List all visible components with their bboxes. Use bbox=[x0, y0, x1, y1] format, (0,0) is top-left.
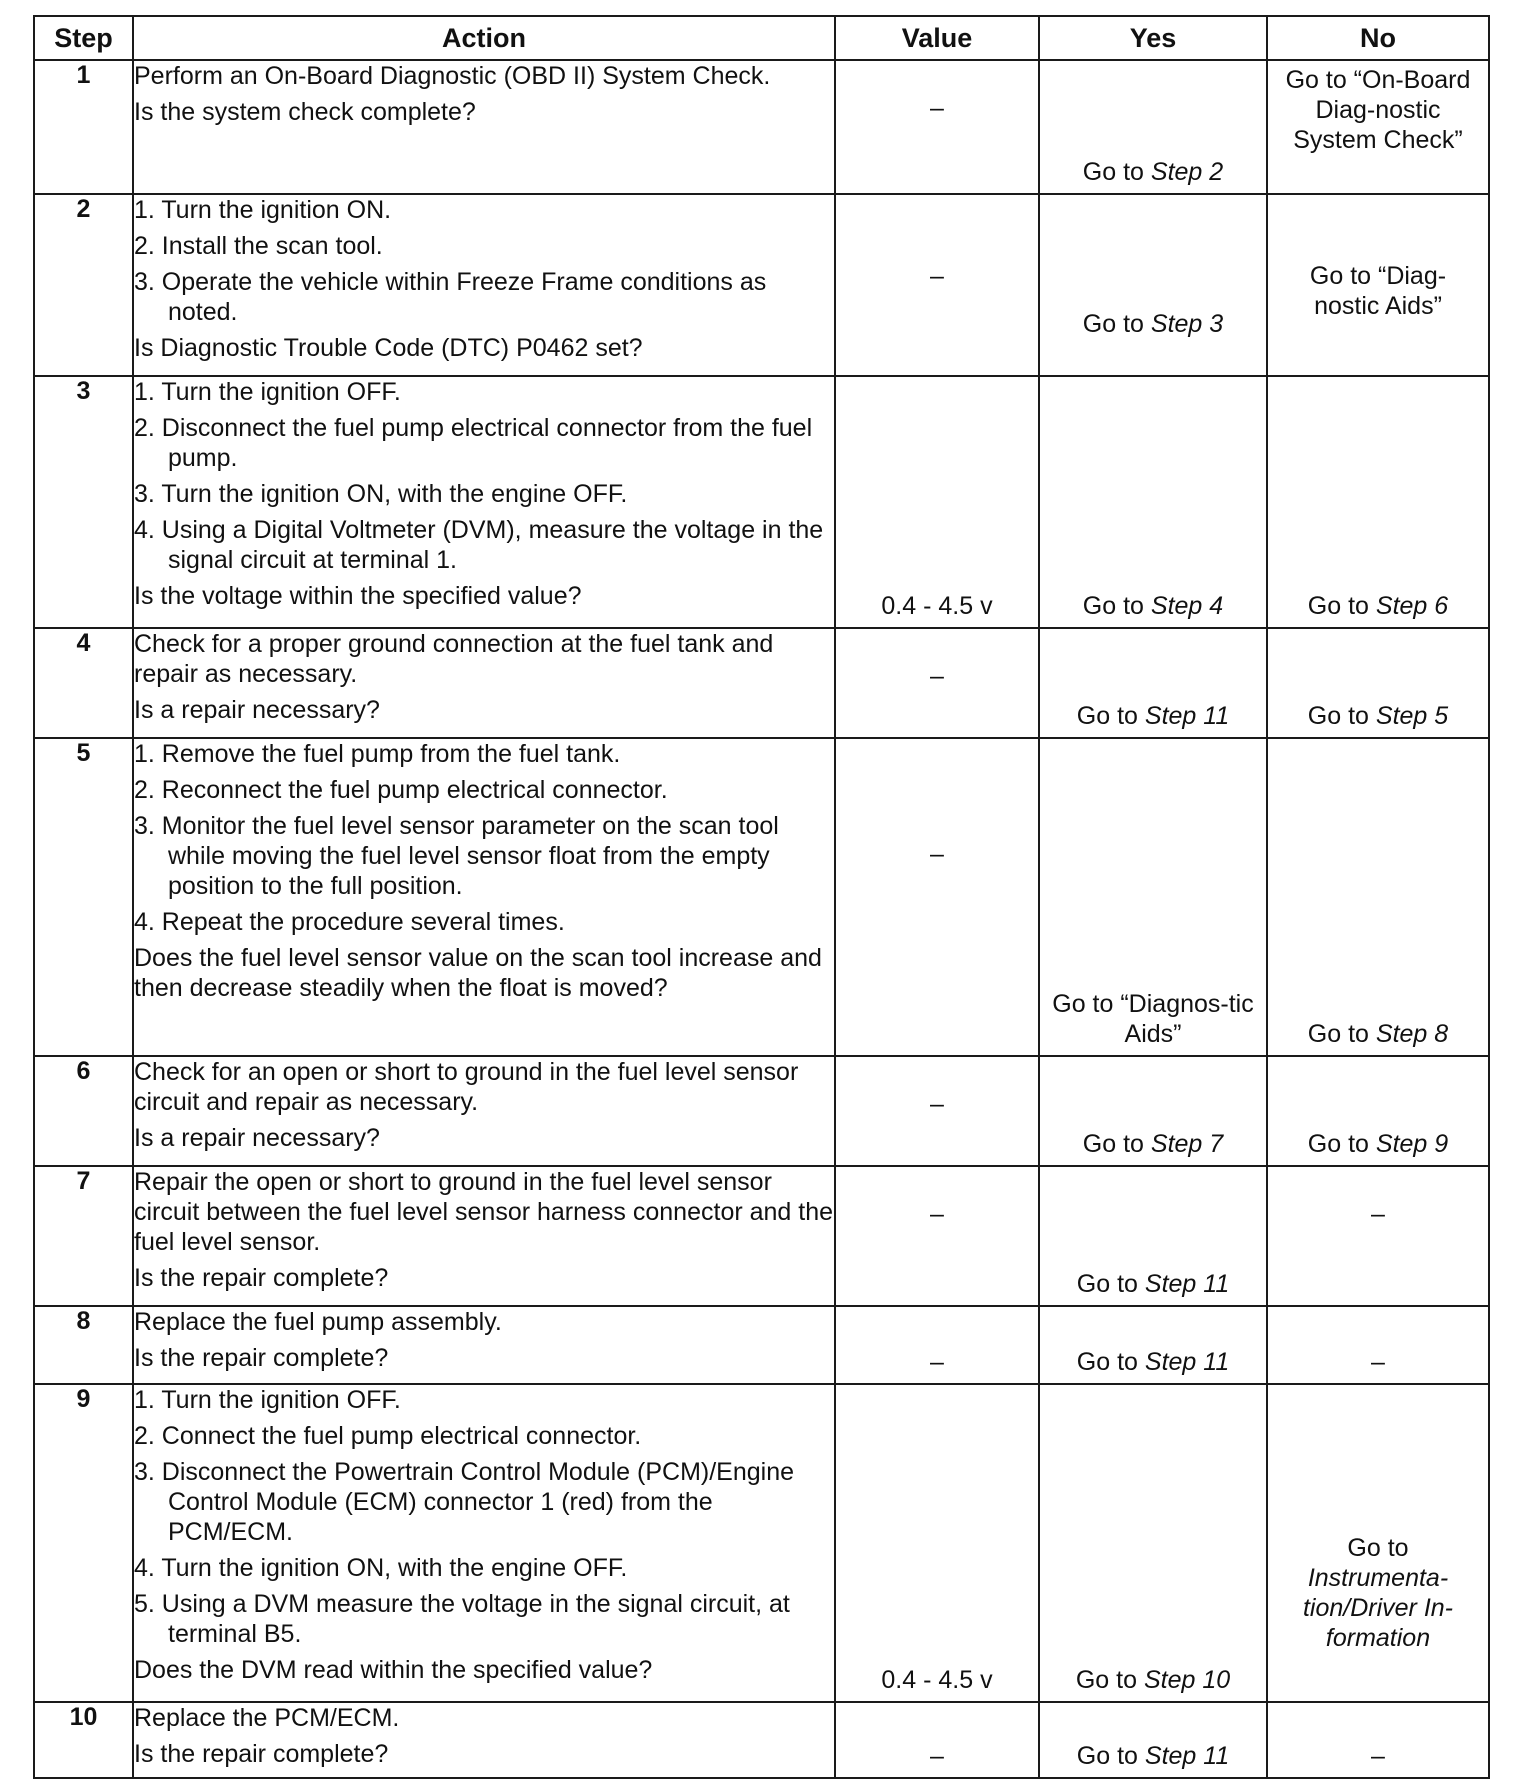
value-cell bbox=[835, 1306, 1039, 1384]
no-step-ref: Step 6 bbox=[1375, 592, 1449, 620]
action-item: 1. Turn the ignition OFF. bbox=[134, 1386, 401, 1414]
action-item: 3. Operate the vehicle within Freeze Frame conditions as noted. bbox=[134, 268, 767, 326]
goto-label: Go to bbox=[1307, 1130, 1369, 1158]
no-link[interactable] bbox=[1276, 1533, 1480, 1653]
yes-link[interactable]: Go to “Diagnos-tic Aids” bbox=[1052, 990, 1254, 1048]
action-cell bbox=[133, 1384, 835, 1702]
yes-link[interactable] bbox=[1040, 1665, 1266, 1695]
table-row bbox=[34, 738, 1489, 1056]
no-cell bbox=[1267, 738, 1489, 1056]
action-item: 3. Disconnect the Powertrain Control Module (PCM)/Engine Control Module (ECM) connector 1 (red) from the PCM/ECM. bbox=[134, 1458, 795, 1546]
table-row bbox=[34, 628, 1489, 738]
header-action: Action bbox=[133, 16, 835, 60]
action-text: Check for an open or short to ground in the fuel level sensor circuit and repair as necessary. bbox=[134, 1058, 799, 1116]
yes-link[interactable] bbox=[1040, 1129, 1266, 1159]
action-item: 1. Turn the ignition OFF. bbox=[134, 378, 401, 406]
table-row bbox=[34, 1702, 1489, 1778]
yes-cell bbox=[1039, 1702, 1267, 1778]
no-cell bbox=[1267, 1056, 1489, 1166]
no-cell bbox=[1267, 1384, 1489, 1702]
value-text: – bbox=[930, 1742, 944, 1770]
yes-cell bbox=[1039, 60, 1267, 194]
action-text: Replace the PCM/ECM. bbox=[134, 1704, 400, 1732]
step-number: 8 bbox=[34, 1306, 133, 1384]
no-section-ref: Instrumenta-tion/Driver In-formation bbox=[1302, 1564, 1454, 1652]
action-item: 2. Connect the fuel pump electrical connector. bbox=[134, 1422, 642, 1450]
header-value: Value bbox=[835, 16, 1039, 60]
value-cell bbox=[835, 1702, 1039, 1778]
goto-label: Go to bbox=[1307, 702, 1369, 730]
yes-cell bbox=[1039, 1384, 1267, 1702]
no-cell bbox=[1267, 60, 1489, 194]
value-cell bbox=[835, 194, 1039, 376]
yes-link[interactable] bbox=[1040, 701, 1266, 731]
step-number: 3 bbox=[34, 376, 133, 628]
step-number: 9 bbox=[34, 1384, 133, 1702]
no-text: – bbox=[1371, 1200, 1385, 1228]
action-question: Is the voltage within the specified value? bbox=[134, 582, 582, 610]
value-cell bbox=[835, 376, 1039, 628]
no-link[interactable] bbox=[1268, 591, 1488, 621]
action-item: 4. Using a Digital Voltmeter (DVM), measure the voltage in the signal circuit at terminal 1. bbox=[134, 516, 824, 574]
yes-step-ref: Step 11 bbox=[1144, 1270, 1230, 1298]
action-cell bbox=[133, 628, 835, 738]
goto-label: Go to bbox=[1082, 158, 1144, 186]
goto-label: Go to bbox=[1307, 1020, 1369, 1048]
table-row bbox=[34, 194, 1489, 376]
action-question: Is the repair complete? bbox=[134, 1264, 389, 1292]
action-item: 3. Monitor the fuel level sensor parameter on the scan tool while moving the fuel level sensor float from the empty position to the full position. bbox=[134, 812, 779, 900]
step-number: 10 bbox=[34, 1702, 133, 1778]
action-cell bbox=[133, 1702, 835, 1778]
yes-cell bbox=[1039, 194, 1267, 376]
action-cell bbox=[133, 738, 835, 1056]
table-row bbox=[34, 1166, 1489, 1306]
table-row bbox=[34, 1056, 1489, 1166]
goto-label: Go to bbox=[1307, 592, 1369, 620]
yes-step-ref: Step 11 bbox=[1144, 702, 1230, 730]
no-cell bbox=[1267, 628, 1489, 738]
action-question: Is a repair necessary? bbox=[134, 1124, 380, 1152]
action-item: 1. Remove the fuel pump from the fuel tank. bbox=[134, 740, 621, 768]
action-question: Is Diagnostic Trouble Code (DTC) P0462 set? bbox=[134, 334, 643, 362]
yes-cell bbox=[1039, 1306, 1267, 1384]
goto-label: Go to bbox=[1082, 1130, 1144, 1158]
yes-step-ref: Step 7 bbox=[1150, 1130, 1224, 1158]
goto-label: Go to bbox=[1076, 1742, 1138, 1770]
action-question: Is the system check complete? bbox=[134, 98, 476, 126]
goto-label: Go to bbox=[1075, 1666, 1137, 1694]
yes-step-ref: Step 4 bbox=[1150, 592, 1224, 620]
action-cell bbox=[133, 1306, 835, 1384]
yes-link[interactable] bbox=[1040, 1741, 1266, 1771]
no-link[interactable]: Go to “On-Board Diag-nostic System Check” bbox=[1285, 66, 1471, 154]
no-cell bbox=[1267, 1702, 1489, 1778]
action-text: Check for a proper ground connection at the fuel tank and repair as necessary. bbox=[134, 630, 774, 688]
value-text: – bbox=[930, 262, 944, 290]
action-item: 4. Turn the ignition ON, with the engine OFF. bbox=[134, 1554, 628, 1582]
diagnostic-table bbox=[33, 15, 1490, 1779]
action-text: Repair the open or short to ground in the fuel level sensor circuit between the fuel level sensor harness connector and the fuel level sensor. bbox=[134, 1168, 834, 1256]
value-text: – bbox=[930, 840, 944, 868]
value-cell bbox=[835, 60, 1039, 194]
goto-label: Go to bbox=[1076, 1348, 1138, 1376]
no-cell bbox=[1267, 1306, 1489, 1384]
value-text: 0.4 - 4.5 v bbox=[881, 1666, 993, 1694]
action-cell bbox=[133, 194, 835, 376]
yes-step-ref: Step 11 bbox=[1144, 1742, 1230, 1770]
action-question: Is the repair complete? bbox=[134, 1344, 389, 1372]
yes-step-ref: Step 3 bbox=[1150, 310, 1224, 338]
no-step-ref: Step 5 bbox=[1375, 702, 1449, 730]
step-number: 5 bbox=[34, 738, 133, 1056]
value-text: – bbox=[930, 1200, 944, 1228]
no-link[interactable] bbox=[1268, 701, 1488, 731]
yes-cell bbox=[1039, 628, 1267, 738]
action-item: 3. Turn the ignition ON, with the engine OFF. bbox=[134, 480, 628, 508]
action-item: 5. Using a DVM measure the voltage in the signal circuit, at terminal B5. bbox=[134, 1590, 790, 1648]
value-cell bbox=[835, 1166, 1039, 1306]
value-text: 0.4 - 4.5 v bbox=[881, 592, 993, 620]
yes-cell bbox=[1039, 376, 1267, 628]
value-text: – bbox=[930, 662, 944, 690]
no-link[interactable]: Go to “Diag-nostic Aids” bbox=[1309, 262, 1447, 320]
yes-link[interactable] bbox=[1040, 1347, 1266, 1377]
no-link[interactable] bbox=[1268, 1019, 1488, 1049]
value-cell bbox=[835, 628, 1039, 738]
goto-label: Go to bbox=[1082, 310, 1144, 338]
value-cell bbox=[835, 1056, 1039, 1166]
action-item: 2. Disconnect the fuel pump electrical connector from the fuel pump. bbox=[134, 414, 813, 472]
action-item: 4. Repeat the procedure several times. bbox=[134, 908, 565, 936]
action-question: Is the repair complete? bbox=[134, 1740, 389, 1768]
no-text: – bbox=[1371, 1742, 1385, 1770]
action-item: 2. Install the scan tool. bbox=[134, 232, 383, 260]
goto-label: Go to bbox=[1082, 592, 1144, 620]
yes-link[interactable] bbox=[1040, 157, 1266, 187]
action-text: Perform an On-Board Diagnostic (OBD II) System Check. bbox=[134, 62, 771, 90]
no-cell bbox=[1267, 1166, 1489, 1306]
action-cell bbox=[133, 60, 835, 194]
yes-link[interactable] bbox=[1040, 591, 1266, 621]
no-step-ref: Step 9 bbox=[1375, 1130, 1449, 1158]
goto-label: Go to bbox=[1076, 702, 1138, 730]
value-cell bbox=[835, 1384, 1039, 1702]
no-link[interactable] bbox=[1268, 1129, 1488, 1159]
action-item: 2. Reconnect the fuel pump electrical connector. bbox=[134, 776, 668, 804]
yes-step-ref: Step 11 bbox=[1144, 1348, 1230, 1376]
step-number: 7 bbox=[34, 1166, 133, 1306]
yes-cell bbox=[1039, 1166, 1267, 1306]
step-number: 2 bbox=[34, 194, 133, 376]
action-question: Does the DVM read within the specified value? bbox=[134, 1656, 653, 1684]
action-cell bbox=[133, 376, 835, 628]
action-cell bbox=[133, 1056, 835, 1166]
goto-label: Go to bbox=[1347, 1534, 1409, 1562]
table-row bbox=[34, 1384, 1489, 1702]
step-number: 6 bbox=[34, 1056, 133, 1166]
value-text: – bbox=[930, 94, 944, 122]
yes-step-ref: Step 2 bbox=[1150, 158, 1224, 186]
action-text: Replace the fuel pump assembly. bbox=[134, 1308, 502, 1336]
no-text: – bbox=[1371, 1348, 1385, 1376]
header-no: No bbox=[1267, 16, 1489, 60]
table-row bbox=[34, 60, 1489, 194]
no-step-ref: Step 8 bbox=[1375, 1020, 1449, 1048]
value-cell bbox=[835, 738, 1039, 1056]
yes-link[interactable] bbox=[1040, 1269, 1266, 1299]
yes-cell bbox=[1039, 1056, 1267, 1166]
header-row bbox=[34, 16, 1489, 60]
action-question: Is a repair necessary? bbox=[134, 696, 380, 724]
yes-cell bbox=[1039, 738, 1267, 1056]
action-item: 1. Turn the ignition ON. bbox=[134, 196, 392, 224]
value-text: – bbox=[930, 1348, 944, 1376]
goto-label: Go to bbox=[1076, 1270, 1138, 1298]
value-text: – bbox=[930, 1090, 944, 1118]
action-cell bbox=[133, 1166, 835, 1306]
header-step: Step bbox=[34, 16, 133, 60]
step-number: 4 bbox=[34, 628, 133, 738]
no-cell bbox=[1267, 194, 1489, 376]
table-row bbox=[34, 1306, 1489, 1384]
table-row bbox=[34, 376, 1489, 628]
action-question: Does the fuel level sensor value on the scan tool increase and then decrease steadily when the float is moved? bbox=[134, 944, 822, 1002]
step-number: 1 bbox=[34, 60, 133, 194]
yes-link[interactable] bbox=[1040, 309, 1266, 339]
header-yes: Yes bbox=[1039, 16, 1267, 60]
no-cell bbox=[1267, 376, 1489, 628]
yes-step-ref: Step 10 bbox=[1143, 1666, 1231, 1694]
